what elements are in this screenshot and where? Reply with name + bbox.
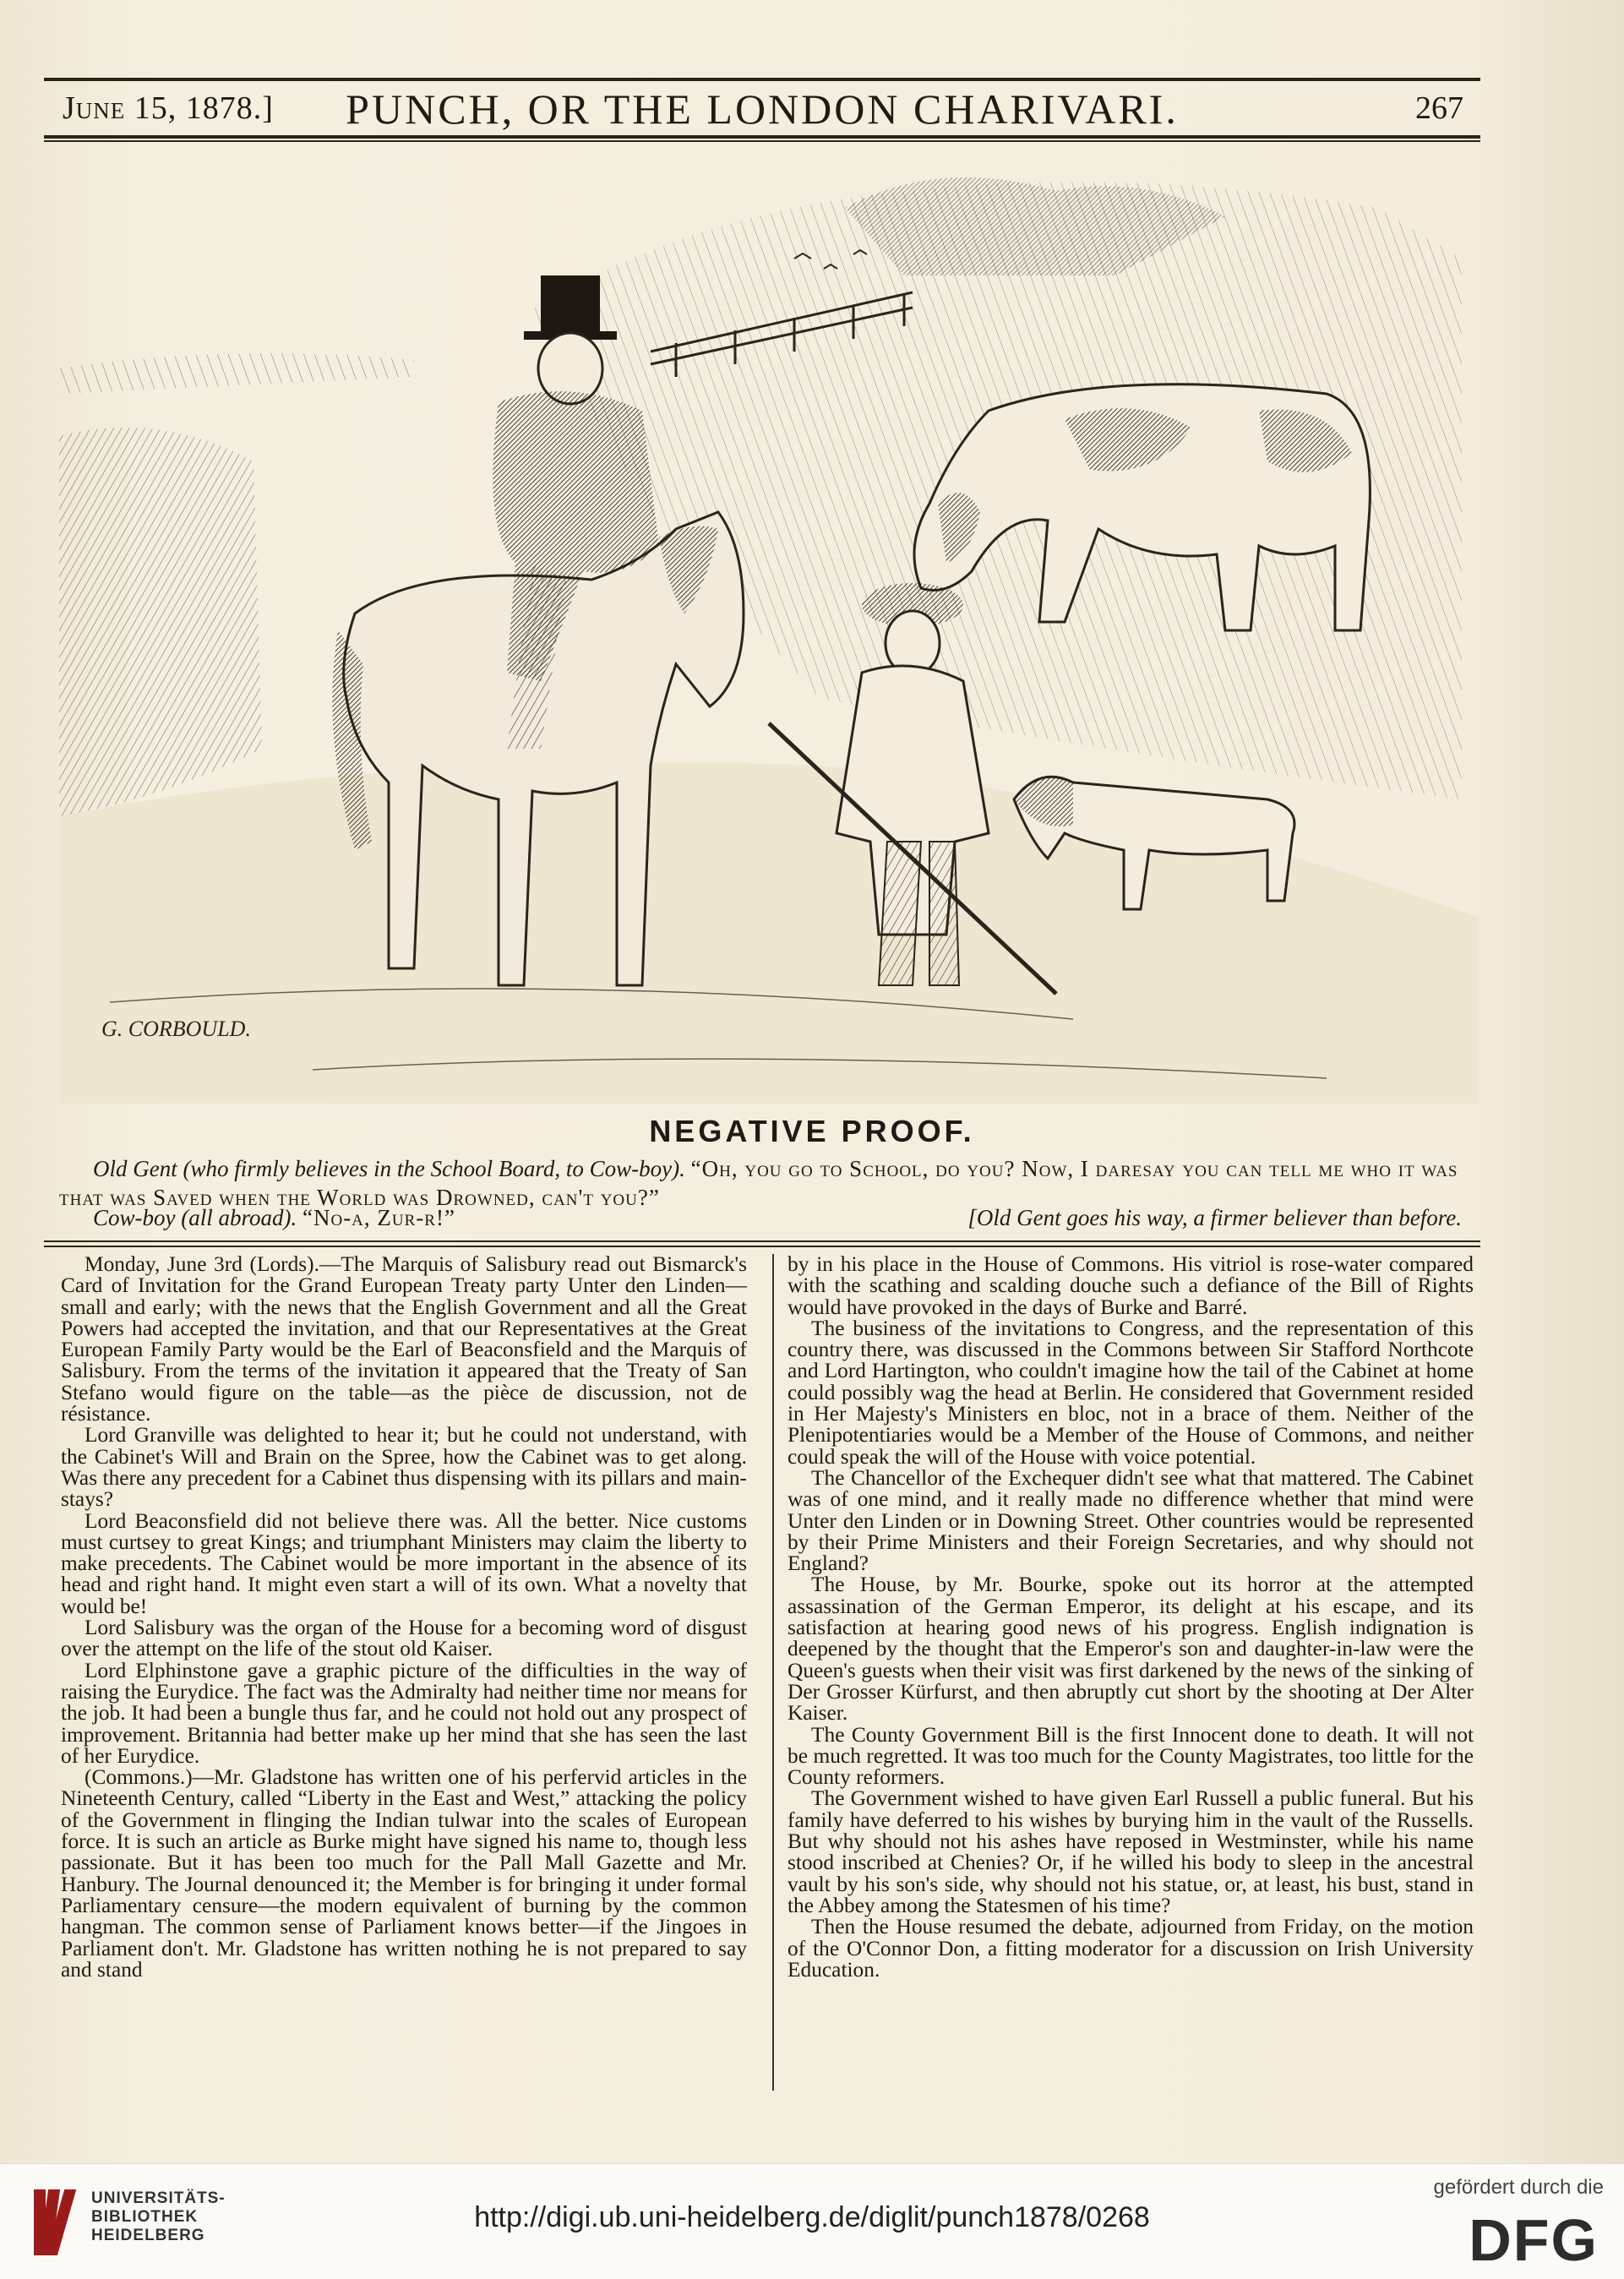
caption-rule-2 — [44, 1246, 1480, 1247]
caption-line-2 — [59, 1203, 1479, 1232]
distant-hill — [59, 353, 414, 394]
paragraph: The Chancellor of the Exchequer didn't see what that mattered. The Cabinet was of one mind, and it really made no difference whether that mind were Unter den Linden or in Downing Street. Other countries would be represented by their Prime Ministers and their Foreign Secretaries, and why should not England? — [787, 1465, 1474, 1576]
paragraph: (Commons.)—Mr. Gladstone has written one of his perfervid articles in the Nineteenth Century, called “Liberty in the East and West,” attacking the policy of the Government in flinging the Indian tulwar into the scales of European force. It is such an article as Burke might have signed his name to, though less passionate. But it has been too much for the Pall Mall Gazette and Mr. Hanbury. The Journal denounced it; the Member is for bringing it under formal Parliamentary censure—the modern equivalent of burning by the common hangman. The common sense of Parliament knows better—if the Jingoes in Parliament don't. Mr. Gladstone has written nothing he is not prepared to say and stand — [61, 1765, 747, 1982]
header-rule — [44, 135, 1480, 139]
caption-aside: [Old Gent goes his way, a firmer believer than before. — [967, 1205, 1462, 1230]
paragraph: Lord Beaconsfield did not believe there was. All the better. Nice customs must curtsey to great Kings; and triumphant Ministers may claim the liberty to make precedents. The Cabinet would be more important in the absence of its head and right hand. It might even start a will of its own. What a novelty that would be! — [61, 1508, 747, 1618]
sponsor-caption: gefördert durch die — [1433, 2176, 1604, 2199]
library-name: UNIVERSITÄTS- BIBLIOTHEK HEIDELBERG — [91, 2189, 226, 2244]
paragraph: The business of the invitations to Congress, and the representation of this country there, was discussed in the Commons between Sir Stafford Northcote and Lord Hartington, who couldn't imagine how the tail of the Cabinet at home could possibly wag the head at Berlin. He considered that Government resided in Her Majesty's Ministers en bloc, not in a brace of them. Neither of the Plenipotentiaries would be a Member of the House of Commons, and neither could speak the will of the House with voice potential. — [787, 1316, 1474, 1469]
paragraph: Lord Salisbury was the organ of the House for a becoming word of disgust over the attempt on the life of the stout old Kaiser. — [61, 1616, 747, 1661]
paragraph: Lord Granville was delighted to hear it; but he could not understand, with the Cabinet's Will and Brain on the Spree, how the Cabinet was to get along. Was there any precedent for a Cabinet thus dispensing with its pillars and main-stays? — [61, 1423, 747, 1512]
caption-speech-1: “Oh, you go to School, do you? Now, I daresay you can tell me who it was that was Saved when the World was Drowned, can't you?” — [59, 1156, 1458, 1210]
caption-speaker-1: Old Gent (who firmly believes in the School Board, to Cow-boy). — [93, 1156, 685, 1181]
header-date: June 15, 1878.] — [63, 90, 274, 126]
left-column — [61, 1254, 747, 1981]
header-rule-thin — [44, 140, 1480, 142]
caption-speech-2: “No-a, Zur-r!” — [302, 1205, 455, 1230]
roadside-bank — [59, 428, 262, 816]
caption-speaker-2: Cow-boy (all abroad). — [93, 1205, 297, 1230]
paragraph: The House, by Mr. Bourke, spoke out its horror at the attempted assassination of the German Emperor, its delight at his escape, and its satisfaction at hearing good news of his progress. English indignation is deepened by the thought that the Emperor's son and daughter-in-law were the Queen's guests when their visit was first darkened by the news of the sinking of Der Grosser Kürfurst, and then abruptly cut short by the shooting at Der Alter Kaiser. — [787, 1573, 1474, 1726]
page-header — [44, 81, 1480, 132]
viewer-footer — [0, 2163, 1624, 2279]
right-column — [787, 1254, 1474, 1981]
permalink-url[interactable]: http://digi.ub.uni-heidelberg.de/diglit/punch1878/0268 — [474, 2201, 1150, 2233]
cartoon-title: NEGATIVE PROOF. — [649, 1114, 975, 1148]
engraving-illustration — [59, 157, 1479, 1104]
paragraph: Monday, June 3rd (Lords).—The Marquis of Salisbury read out Bismarck's Card of Invitation for the Grand European Treaty party Unter den Linden—small and early; with the news that the English Government and all the Great Powers had accepted the invitation, and that our Representatives at the Great European Family Party would be the Earl of Beaconsfield and the Marquis of Salisbury. From the terms of the invitation it appeared that the Treaty of San Stefano would figure on the table—as the pièce de discussion, not de résistance. — [61, 1252, 747, 1426]
paragraph: Lord Elphinstone gave a graphic picture of the difficulties in the way of raising the Eurydice. The fact was the Admiralty had neither time nor means for the job. It had been a bungle thus far, and he could not hold out any prospect of improvement. Britannia had better make up her mind that she has seen the last of her Eurydice. — [61, 1658, 747, 1768]
paragraph: The County Government Bill is the first Innocent done to death. It will not be much regretted. It was too much for the County Magistrates, too little for the County reformers. — [787, 1722, 1474, 1790]
paragraph: The Government wished to have given Earl Russell a public funeral. But his family have deferred to his wishes by burying him in the vault of the Russells. But why should not his ashes have reposed in Westminster, while his name stood inscribed at Chenies? Or, if he willed his body to sleep in the ancestral vault by his son's side, why should not his statue, or, at least, his bust, stand in the Abbey among the Statesmen of his time? — [787, 1786, 1474, 1917]
article-columns — [61, 1254, 1489, 2091]
caption-rule — [44, 1240, 1480, 1242]
artist-signature: G. CORBOULD. — [101, 1017, 251, 1041]
paragraph: by in his place in the House of Commons. His vitriol is rose-water compared with the scathing and scalding douche such a defiance of the Bill of Rights would have provoked in the days of Burke and Barré. — [787, 1252, 1474, 1319]
paragraph: Then the House resumed the debate, adjourned from Friday, on the motion of the O'Connor Don, a fitting moderator for a discussion on Irish University Education. — [787, 1915, 1474, 1982]
header-title: PUNCH, OR THE LONDON CHARIVARI. — [346, 85, 1179, 133]
dfg-logo: DFG — [1469, 2207, 1599, 2273]
column-divider — [772, 1254, 774, 2091]
page-number: 267 — [1415, 90, 1463, 126]
